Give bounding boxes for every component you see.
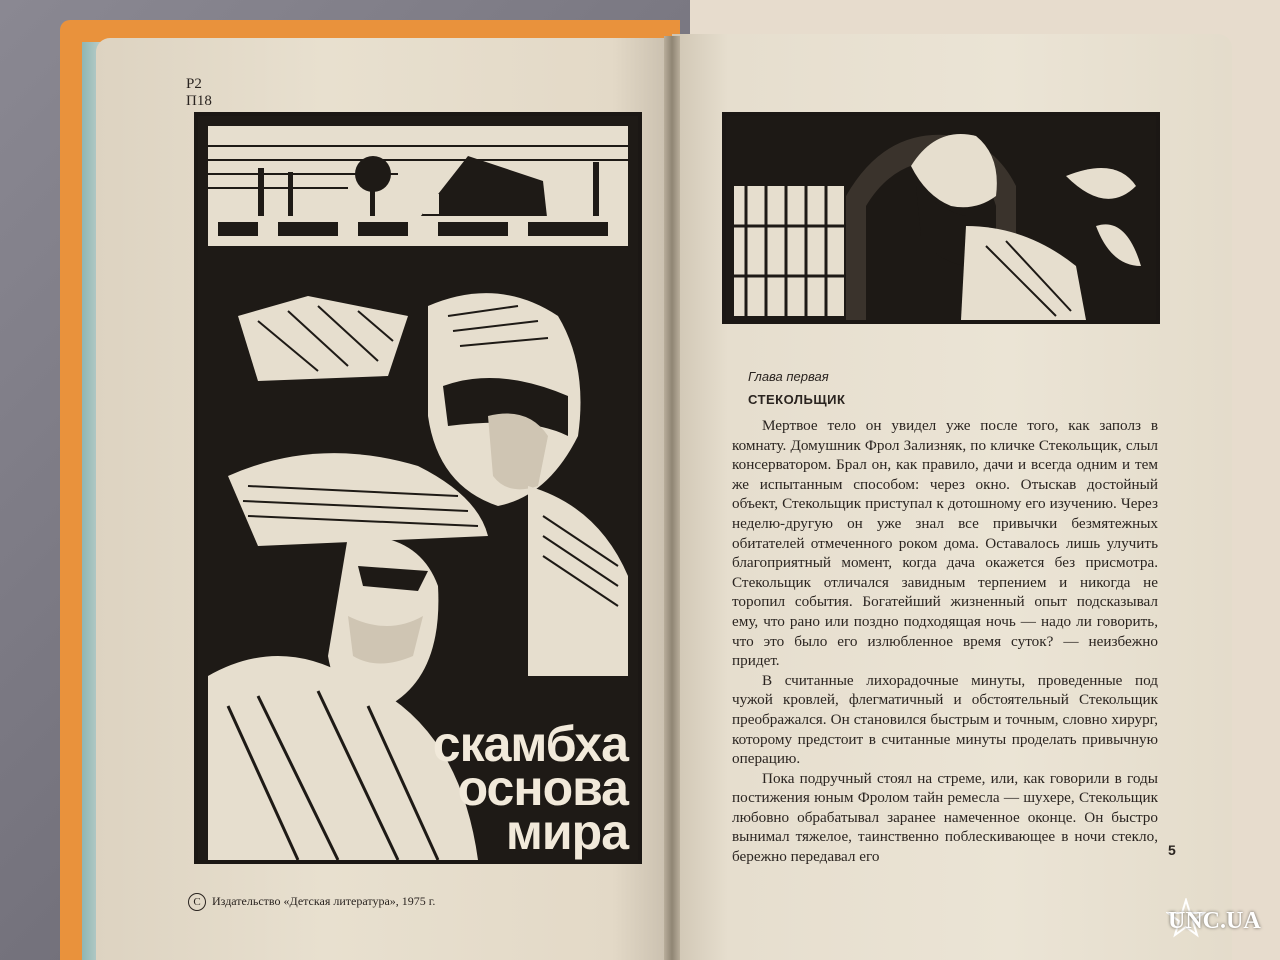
paragraph-1: Мертвое тело он увидел уже после того, как заполз в комнату. Домушник Фрол Зализняк, по кличке Стекольщик, слыл консерватором. Брал он, как правило, дачи и всегда одним и тем же испытанным способом: через окно. Отыскав достойный объект, Стекольщик приступал к дотошному его изучению. Через неделю-другую он уже знал все привычки безмятежных обитателей отмеченного роком дома. Оставалось лишь улучить благоприятный момент, когда дача окажется без присмотра. Стекольщик отличался завидным терпением и никогда не торопил события. Богатейший жизненный опыт подсказывал ему, что рано или поздно подходящая ночь — надо ли говорить, что это было его излюбленное время суток? — неизбежно придет. xyxy=(732,417,1158,670)
chapter-header-illustration xyxy=(722,112,1160,324)
chapter-body xyxy=(732,416,1158,867)
illustration-title-line1: скамбха xyxy=(432,716,628,772)
catalog-code-line2: П18 xyxy=(186,93,212,109)
book-gutter xyxy=(664,36,680,960)
page-number: 5 xyxy=(1168,842,1176,858)
chapter-label: Глава первая xyxy=(748,369,829,384)
catalog-code xyxy=(186,76,212,110)
chapter-title: СТЕКОЛЬЩИК xyxy=(748,392,846,407)
frontispiece-illustration xyxy=(194,112,642,864)
illustration-title xyxy=(432,716,628,860)
copyright-line xyxy=(188,893,435,911)
copyright-icon: C xyxy=(188,893,206,911)
paragraph-3: Пока подручный стоял на стреме, или, как говорили в годы постижения юным Фролом тайн ремесла — шухере, Стекольщик любовно обрабатывал заранее намеченное оконце. Он быстро вынимал тяжелое, таинственно поблескивающее в ночи стекло, бережно передавал его xyxy=(732,769,1158,866)
catalog-code-line1: Р2 xyxy=(186,76,202,92)
illustration-title-line3: мира xyxy=(505,804,628,860)
paragraph-2: В считанные лихорадочные минуты, проведенные под чужой кровлей, флегматичный и обстоятельный Стекольщик преображался. Он становился быстрым и точным, словно хирург, которому предстоит в считанные минуты проделать привычную операцию. xyxy=(732,671,1158,768)
watermark-text: UNC.UA xyxy=(1168,908,1261,934)
header-woodcut-art xyxy=(726,116,1156,320)
copyright-text: Издательство «Детская литература», 1975 г. xyxy=(212,893,436,908)
illustration-title-line2: основа xyxy=(457,760,628,816)
